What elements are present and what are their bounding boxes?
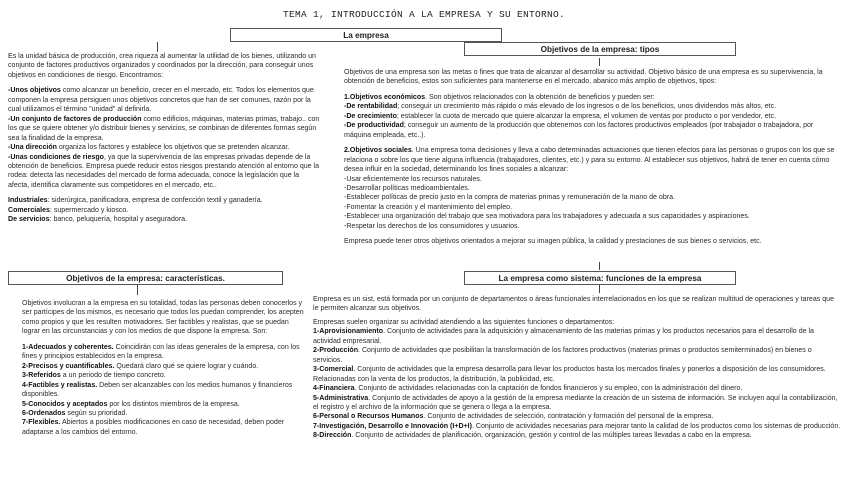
caracteristica-item: 2-Precisos y cuantificables. Quedará claro qué se quiere lograr y cuándo. [22, 362, 259, 370]
caracteristica-item: 4-Factibles y realistas. Deben ser alcanzables con los medios humanos y financieros disponibles. [22, 381, 293, 399]
empresa-item: -Un conjunto de factores de producción como edificios, máquinas, materias primas, trabajo.. con los que se quiere obtener y/o distribuir bienes y servicios, se combinan de diferentes formas según sea la finalidad de la empresa. [8, 115, 320, 142]
sistema-item: 5-Administrativa. Conjunto de actividades de apoyo a la gestión de la empresa mediante la creación de un sistema de información. Se incluyen aquí la contabilización, el registro y el archivo de la información que se genera o llega a la empresa. [313, 394, 838, 411]
tipos-intro: Objetivos de una empresa son las metas o fines que trata de alcanzar al desarrollar su actividad. Objetivo básico de una empresa es su supervivencia, la obtención de beneficios, estos son suficientes para mantenerse en el mercado, abanico más amplio de objetivos, tipos: [344, 69, 823, 86]
sistema-item: 4-Financiera. Conjunto de actividades relacionadas con la captación de fondos financieros y su empleo, con la administración del dinero. [313, 385, 743, 393]
caracteristica-item: 6-Ordenados según su prioridad. [22, 409, 128, 417]
social-item: -Establecer una organización del trabajo que sea motivadora para los trabajadores y adecuada a sus capacidades y aspiraciones. [344, 213, 750, 221]
box-sistema: La empresa como sistema: funciones de la empresa [464, 271, 736, 285]
social-item: -Establecer políticas de precio justo en la compra de materias primas y remuneración de la mano de obra. [344, 194, 675, 202]
social-item: -Desarrollar políticas medioambientales. [344, 184, 470, 192]
sistema-item: 1-Aprovisionamiento. Conjunto de actividades para la adquisición y almacenamiento de las materias primas y los productos necesarios para el desarrollo de la actividad empresarial. [313, 328, 814, 345]
sistema-item: 2-Producción. Conjunto de actividades que posibilitan la transformación de los factores productivos (materias primas o productos semiterminados) en bienes o servicios. [313, 347, 812, 364]
sistema-item: 8-Dirección. Conjunto de actividades de planificación, organización, gestión y control de las múltiples tareas llevadas a cabo en la empresa. [313, 432, 752, 440]
box-caracteristicas: Objetivos de la empresa: características. [8, 271, 283, 285]
caracteristica-item: 1-Adecuados y coherentes. Coincidirán con las ideas generales de la empresa, con los fines y principios establecidos en la empresa. [22, 343, 300, 361]
page-title: TEMA 1, INTRODUCCIÓN A LA EMPRESA Y SU ENTORNO. [282, 9, 566, 20]
connector-line [599, 262, 600, 270]
sector-item: Industriales: siderúrgica, panificadora, empresa de confección textil y ganadería. [8, 197, 263, 205]
economico-item: -De productividad; conseguir un aumento de la producción que obtenemos con los factores productivos empleados (por trabajador o trabajadora, por máquina empleada, etc..). [344, 122, 814, 139]
sistema-intro: Empresa es un sist, está formada por un conjunto de departamentos o áreas funcionales interrelacionados en los que se realizan multitud de operaciones y tareas que le permiten alcanzar sus objetivos. [313, 296, 834, 313]
sistema-item: 7-Investigación, Desarrollo e Innovación (I+D+I). Conjunto de actividades necesarias para mejorar tanto la calidad de los productos como los sistemas de producción. [313, 422, 841, 430]
tipos-outro: Empresa puede tener otros objetivos orientados a mejorar su imagen pública, la calidad y prestaciones de sus bienes o servicios, etc. [344, 238, 762, 246]
empresa-section [8, 52, 320, 225]
caracteristica-item: 5-Conocidos y aceptados por los distintos miembros de la empresa. [22, 400, 240, 408]
empresa-item: -Una dirección organiza los factores y establece los objetivos que se pretenden alcanzar. [8, 144, 290, 152]
social-item: -Respetar los derechos de los consumidores y usuarios. [344, 222, 520, 230]
tipos-sociales: 2.Objetivos sociales. Una empresa toma decisiones y lleva a cabo determinadas actuaciones que tienen efectos para las personas o grupos con los que se relaciona o sobre los que tiene alguna influencia (trabajadores, clientes, etc.) y para su entorno. Al establecer sus objetivos, habrá de tener en cuenta cómo desea influir en la sociedad, determinando los fines sociales a alcanzar: [344, 147, 835, 174]
connector-line [137, 285, 138, 295]
caracteristicas-section [22, 299, 304, 437]
empresa-intro: Es la unidad básica de producción, crea riqueza al aumentar la utilidad de los bienes, utilizando un conjunto de factores productivos organizados y coordinados por la dirección, para conseguir unos objetivos en condiciones de riesgo. Encontramos: [8, 53, 316, 79]
sector-item: De servicios: banco, peluquería, hospital y aseguradora. [8, 216, 188, 224]
connector-line [599, 58, 600, 66]
sistema-item: 6-Personal o Recursos Humanos. Conjunto de actividades de selección, contratación y formación del personal de la empresa. [313, 413, 714, 421]
connector-line [599, 285, 600, 293]
caracteristicas-intro: Objetivos involucran a la empresa en su totalidad, todas las personas deben conocerlos y ser partícipes de los mismos, es necesario que todos los puedan comprender, los acepten como propios y que les resulten motivadores. Ser factibles y realistas, que se puedan lograr en las circunstancias y con los medios de que dispone la empresa. Son: [22, 300, 304, 336]
social-item: -Fomentar la creación y el mantenimiento del empleo. [344, 203, 513, 211]
caracteristica-item: 7-Flexibles. Abiertos a posibles modificaciones en caso de necesidad, deben poder adaptarse a los cambios del entorno. [22, 419, 285, 436]
empresa-item: -Unas condiciones de riesgo, ya que la supervivencia de las empresas privadas depende de la obtención de beneficios. Empresa puede reducir estos riesgos prestando atención al entorno que la rodea: detecta las necesidades del mercado de forma adecuada, conoce la legislación que la afecta, identifica claramente sus competidores en el mercado, etc.. [8, 153, 320, 189]
sistema-section [313, 295, 841, 441]
sector-item: Comerciales: supermercado y kiosco. [8, 206, 129, 214]
sistema-item: 3-Comercial. Conjunto de actividades que la empresa desarrolla para llevar los productos hasta los mercados finales y ponerlos a disposición de los consumidores. Relacionadas con la venta de los productos, la distribución, la publicidad, etc. [313, 366, 826, 383]
box-objetivos-tipos: Objetivos de la empresa: tipos [464, 42, 736, 56]
sistema-intro2: Empresas suelen organizar su actividad atendiendo a las siguientes funciones o departamentos: [313, 318, 615, 326]
connector-line [157, 42, 158, 52]
social-item: -Usar eficientemente los recursos naturales. [344, 175, 482, 183]
tipos-economicos: 1.Objetivos económicos. Son objetivos relacionados con la obtención de beneficios y pueden ser: [344, 93, 655, 101]
empresa-item: -Unos objetivos como alcanzar un beneficio, crecer en el mercado, etc. Todos los elementos que componen la empresa persiguen unos objetivos concretos que han de ser comunes, razón por la cual utilizamos el término "unidad" al definirla. [8, 87, 314, 114]
economico-item: -De crecimiento; establecer la cuota de mercado que quiere alcanzar la empresa, el volumen de ventas por producto o por vendedor, etc. [344, 112, 777, 120]
economico-item: -De rentabilidad; conseguir un crecimiento más rápido o más elevado de los ingresos o de los beneficios, unos dividendos más altos, etc. [344, 103, 777, 111]
box-la-empresa: La empresa [230, 28, 502, 42]
tipos-section [344, 68, 838, 247]
caracteristica-item: 3-Referidos a un periodo de tiempo concreto. [22, 372, 166, 380]
